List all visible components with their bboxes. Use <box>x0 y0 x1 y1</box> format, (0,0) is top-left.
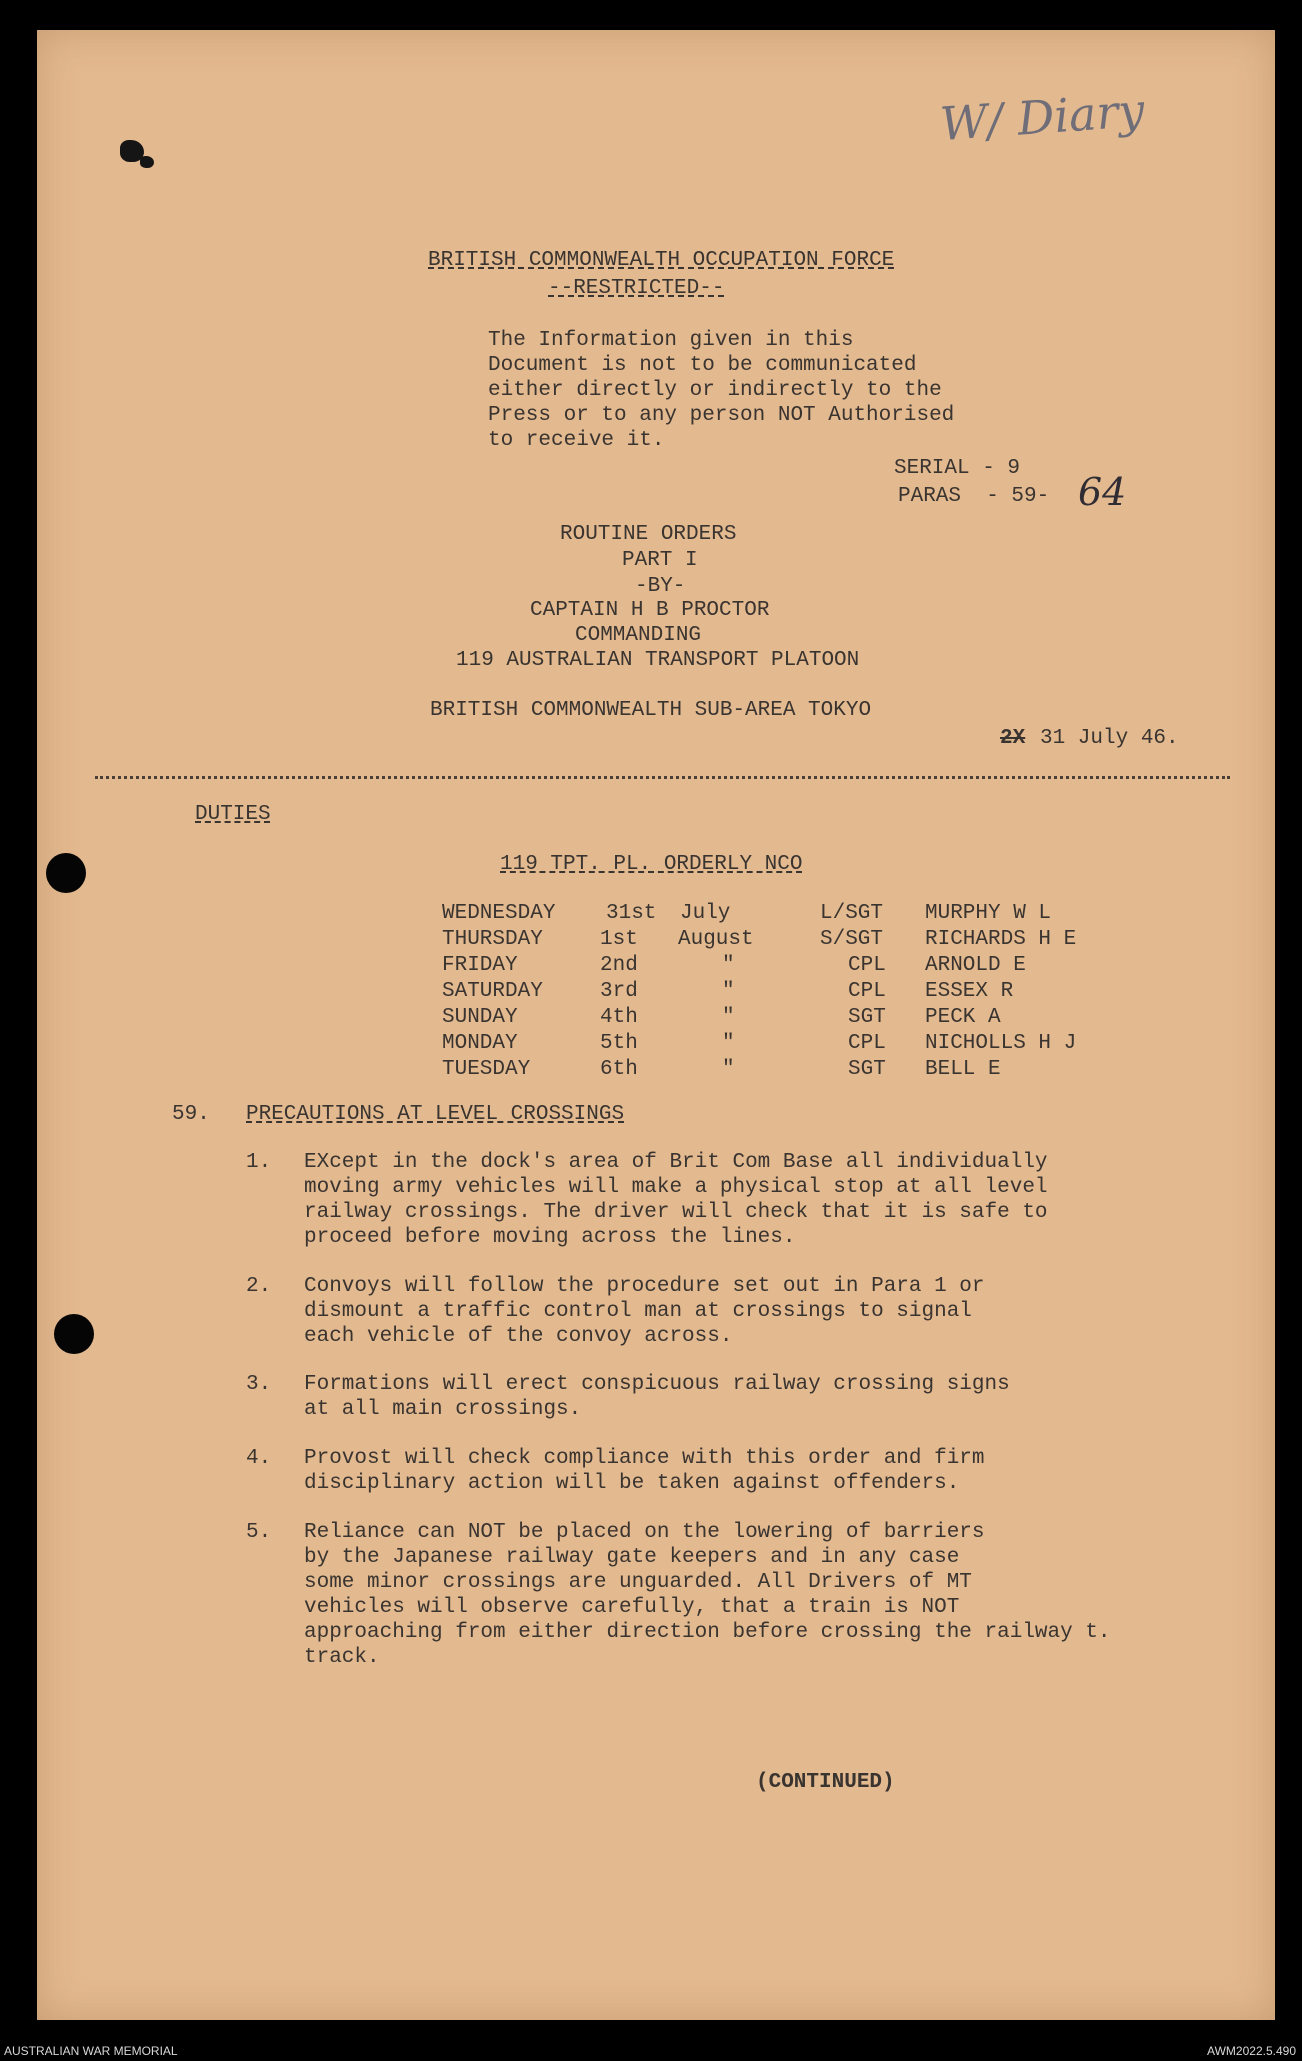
table-row <box>0 928 1302 954</box>
day: SUNDAY <box>442 1006 518 1029</box>
date: 3rd <box>600 980 638 1003</box>
day: FRIDAY <box>442 954 518 977</box>
name: RICHARDS H E <box>925 928 1077 951</box>
paras-handwritten: 64 <box>1078 470 1127 514</box>
item-line: dismount a traffic control man at crossings to signal <box>304 1300 972 1323</box>
day: TUESDAY <box>442 1058 531 1081</box>
title-line: ROUTINE ORDERS <box>560 523 737 546</box>
item-line: proceed before moving across the lines. <box>304 1226 796 1249</box>
item-line: Reliance can NOT be placed on the lowering of barriers <box>304 1521 985 1544</box>
warning-line: Press or to any person NOT Authorised <box>488 404 955 427</box>
day: WEDNESDAY <box>442 902 556 925</box>
rank: SGT <box>848 1006 886 1029</box>
punch-hole <box>46 853 86 893</box>
table-row <box>0 954 1302 980</box>
name: BELL E <box>925 1058 1001 1081</box>
day: SATURDAY <box>442 980 543 1003</box>
item-number: 1. <box>246 1151 272 1174</box>
title-line: PART I <box>622 549 698 572</box>
table-row <box>0 1032 1302 1058</box>
day: MONDAY <box>442 1032 518 1055</box>
item-line: approaching from either direction before crossing the railway t. <box>304 1621 1111 1644</box>
handwritten-note: W/ Diary <box>938 82 1147 152</box>
table-row <box>0 1058 1302 1084</box>
name: ARNOLD E <box>925 954 1026 977</box>
date: 1st <box>600 928 638 951</box>
warning-line: Document is not to be communicated <box>488 354 917 377</box>
month: " <box>722 954 735 977</box>
serial-number: SERIAL - 9 <box>894 457 1021 480</box>
rank: S/SGT <box>820 928 884 951</box>
table-row <box>0 902 1302 928</box>
title-line: 119 AUSTRALIAN TRANSPORT PLATOON <box>456 649 860 672</box>
date: 2nd <box>600 954 638 977</box>
title-line: COMMANDING <box>575 624 702 647</box>
month: " <box>722 1006 735 1029</box>
month: " <box>722 1058 735 1081</box>
table-row <box>0 980 1302 1006</box>
name: ESSEX R <box>925 980 1014 1003</box>
item-line: vehicles will observe carefully, that a train is NOT <box>304 1596 960 1619</box>
continued-label: (CONTINUED) <box>756 1771 895 1794</box>
punch-hole <box>54 1314 94 1354</box>
item-line: Formations will erect conspicuous railway crossing signs <box>304 1373 1010 1396</box>
archive-reference: AWM2022.5.490 <box>1207 2044 1296 2058</box>
paras-range: PARAS - 59- <box>898 485 1050 508</box>
item-number: 3. <box>246 1373 272 1396</box>
item-line: by the Japanese railway gate keepers and in any case <box>304 1546 960 1569</box>
ink-blot <box>140 156 154 168</box>
rank: L/SGT <box>820 902 884 925</box>
section-divider <box>95 776 1230 779</box>
item-line: Convoys will follow the procedure set out in Para 1 or <box>304 1275 985 1298</box>
date-struck: 2X <box>1000 727 1026 750</box>
item-line: some minor crossings are unguarded. All Drivers of MT <box>304 1571 972 1594</box>
section-heading: PRECAUTIONS AT LEVEL CROSSINGS <box>246 1103 625 1126</box>
date: 4th <box>600 1006 638 1029</box>
name: MURPHY W L <box>925 902 1052 925</box>
classification: --RESTRICTED-- <box>548 277 725 300</box>
month: " <box>722 1032 735 1055</box>
title-line: -BY- <box>635 575 686 598</box>
item-number: 2. <box>246 1275 272 1298</box>
orderly-nco-heading: 119 TPT. PL. ORDERLY NCO <box>500 853 803 876</box>
sub-area: BRITISH COMMONWEALTH SUB-AREA TOKYO <box>430 699 872 722</box>
item-line: Provost will check compliance with this order and firm <box>304 1447 985 1470</box>
item-number: 4. <box>246 1447 272 1470</box>
section-number: 59. <box>172 1103 210 1126</box>
rank: CPL <box>848 954 886 977</box>
item-line: at all main crossings. <box>304 1398 582 1421</box>
item-line: railway crossings. The driver will check that it is safe to <box>304 1201 1048 1224</box>
item-line: each vehicle of the convoy across. <box>304 1325 733 1348</box>
warning-line: to receive it. <box>488 429 665 452</box>
rank: SGT <box>848 1058 886 1081</box>
month: " <box>722 980 735 1003</box>
day: THURSDAY <box>442 928 543 951</box>
month: July <box>680 902 731 925</box>
date: 5th <box>600 1032 638 1055</box>
archive-credit: AUSTRALIAN WAR MEMORIAL <box>4 2044 178 2058</box>
month: August <box>678 928 754 951</box>
title-line: CAPTAIN H B PROCTOR <box>530 599 770 622</box>
item-line: moving army vehicles will make a physical stop at all level <box>304 1176 1048 1199</box>
item-line: disciplinary action will be taken against offenders. <box>304 1472 960 1495</box>
warning-line: The Information given in this <box>488 329 854 352</box>
item-line: track. <box>304 1646 380 1669</box>
item-number: 5. <box>246 1521 272 1544</box>
org-heading: BRITISH COMMONWEALTH OCCUPATION FORCE <box>428 249 895 272</box>
date: 6th <box>600 1058 638 1081</box>
rank: CPL <box>848 1032 886 1055</box>
order-date: 31 July 46. <box>1040 727 1179 750</box>
date: 31st <box>606 902 657 925</box>
name: PECK A <box>925 1006 1001 1029</box>
name: NICHOLLS H J <box>925 1032 1077 1055</box>
item-line: EXcept in the dock's area of Brit Com Base all individually <box>304 1151 1048 1174</box>
table-row <box>0 1006 1302 1032</box>
warning-line: either directly or indirectly to the <box>488 379 942 402</box>
rank: CPL <box>848 980 886 1003</box>
duties-heading: DUTIES <box>195 803 271 826</box>
